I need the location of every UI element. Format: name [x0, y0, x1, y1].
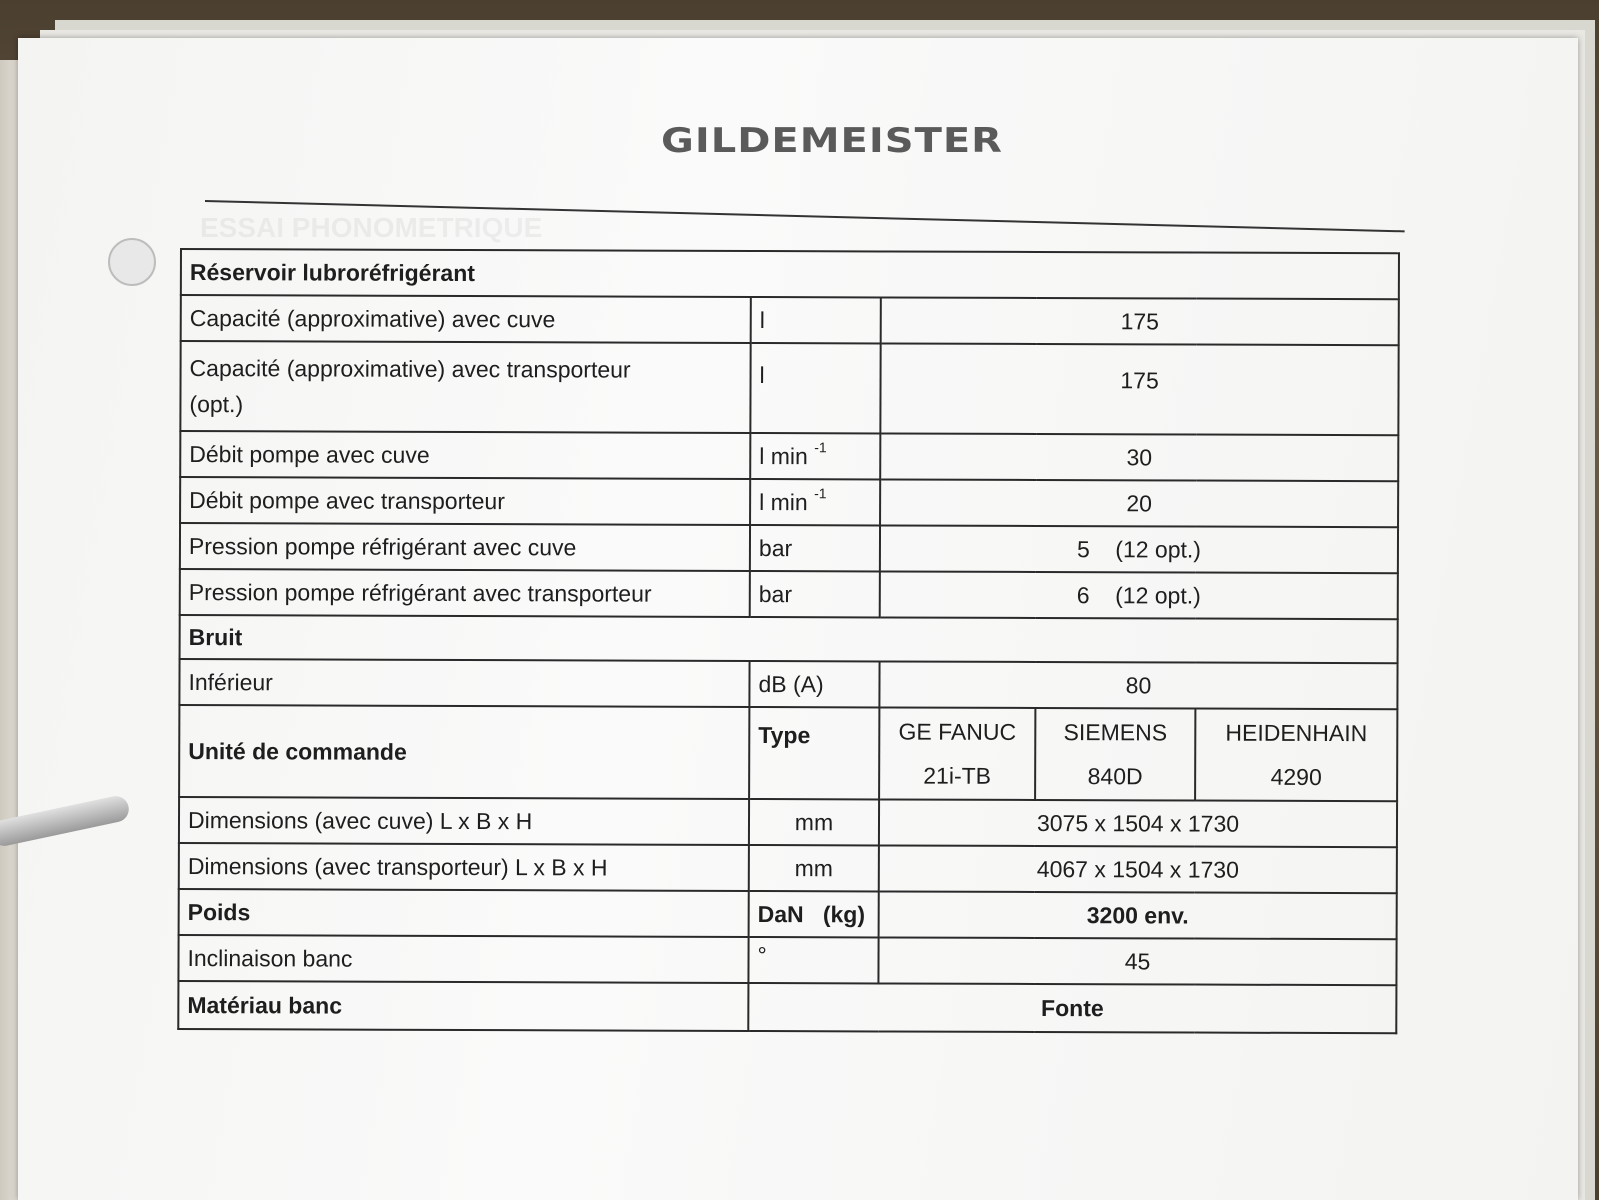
row-unit: l min — [759, 442, 808, 469]
table-row — [180, 341, 1398, 435]
row-unit: mm — [749, 799, 879, 845]
row-label-multiline — [180, 341, 750, 433]
unit-exponent: -1 — [814, 484, 827, 501]
row-value: 175 — [880, 343, 1398, 435]
row-unit: DaN (kg) — [749, 891, 879, 937]
control-model: 840D — [1087, 763, 1143, 790]
row-unit: l — [751, 297, 881, 343]
control-option-fanuc — [879, 707, 1035, 800]
section-row-coolant — [181, 249, 1399, 299]
row-unit: l — [750, 343, 880, 433]
table-row — [181, 295, 1399, 345]
row-unit: Type — [749, 707, 879, 799]
row-label: Pression pompe réfrigérant avec transporteur — [180, 569, 750, 617]
table-row — [180, 431, 1398, 481]
gildemeister-logo: GILDEMEISTER — [661, 121, 1003, 161]
row-unit: dB (A) — [749, 661, 879, 707]
table-row — [180, 569, 1398, 619]
control-brand: HEIDENHAIN — [1225, 719, 1368, 747]
section-title-coolant: Réservoir lubroréfrigérant — [181, 249, 1399, 299]
control-option-heidenhain — [1195, 709, 1397, 802]
spec-table-wrapper — [177, 248, 1398, 1034]
row-unit-cell — [750, 479, 880, 525]
row-value: Fonte — [748, 983, 1396, 1033]
table-row — [179, 843, 1397, 893]
row-label: Matériau banc — [178, 981, 748, 1031]
show-through-heading: ESSAI PHONOMETRIQUE — [200, 212, 543, 243]
row-unit: mm — [749, 845, 879, 891]
table-row-control-unit — [179, 705, 1397, 801]
row-label: Poids — [179, 889, 749, 937]
row-unit-cell — [750, 433, 880, 479]
row-value: 5 (12 opt.) — [880, 525, 1398, 573]
row-label: Unité de commande — [179, 705, 749, 799]
table-row — [179, 889, 1397, 939]
unit-exponent: -1 — [814, 438, 827, 455]
row-value: 175 — [881, 297, 1399, 345]
control-brand: SIEMENS — [1063, 719, 1168, 746]
row-label: Pression pompe réfrigérant avec cuve — [180, 523, 750, 571]
row-value: 45 — [878, 937, 1396, 985]
table-row — [180, 477, 1398, 527]
section-row-noise — [180, 615, 1398, 663]
row-label: Débit pompe avec transporteur — [180, 477, 750, 525]
row-value: 4067 x 1504 x 1730 — [879, 845, 1397, 893]
table-row — [180, 523, 1398, 573]
control-brand: GE FANUC — [898, 718, 1017, 745]
table-row — [178, 935, 1396, 985]
row-label: Dimensions (avec transporteur) L x B x H — [179, 843, 749, 891]
control-model: 21i-TB — [923, 762, 992, 789]
row-unit: bar — [750, 525, 880, 571]
row-label: Capacité (approximative) avec transporteur — [189, 355, 631, 383]
table-row — [179, 659, 1397, 709]
row-value: 3075 x 1504 x 1730 — [879, 799, 1397, 847]
row-unit: l min — [759, 488, 808, 515]
table-row — [179, 797, 1397, 847]
punch-hole — [108, 238, 156, 286]
control-model: 4290 — [1270, 763, 1322, 790]
table-row — [178, 981, 1396, 1033]
control-option-siemens — [1035, 708, 1195, 801]
row-value: 6 (12 opt.) — [880, 571, 1398, 619]
row-label: Débit pompe avec cuve — [180, 431, 750, 479]
row-unit: ° — [748, 937, 878, 983]
row-label: Capacité (approximative) avec cuve — [181, 295, 751, 343]
row-label-continued: (opt.) — [189, 391, 244, 418]
row-label: Inclinaison banc — [178, 935, 748, 983]
spec-table — [177, 248, 1400, 1034]
row-label: Dimensions (avec cuve) L x B x H — [179, 797, 749, 845]
row-unit: bar — [750, 571, 880, 617]
row-value: 3200 env. — [879, 891, 1397, 939]
row-label: Inférieur — [179, 659, 749, 707]
row-value: 30 — [880, 433, 1398, 481]
row-value: 80 — [879, 661, 1397, 709]
section-title-noise: Bruit — [180, 615, 1398, 663]
row-value: 20 — [880, 479, 1398, 527]
